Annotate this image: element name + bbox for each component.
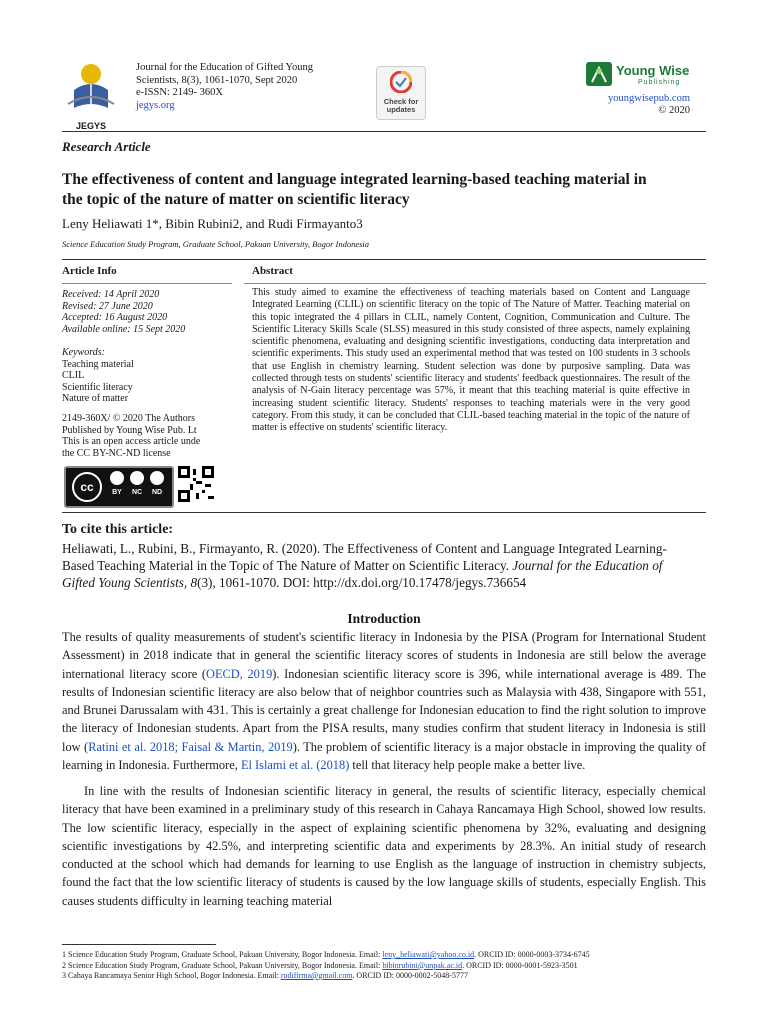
- footnote-email-link[interactable]: bibinrubini@unpak.ac.id: [382, 960, 463, 970]
- check-badge-line2: updates: [386, 105, 416, 114]
- cc-license-badge[interactable]: [64, 466, 174, 508]
- author-list: Leny Heliawati 1*, Bibin Rubini2, and Rudi Firmayanto3: [62, 216, 363, 231]
- intro-paragraph-1: [62, 628, 706, 774]
- crossmark-icon: [390, 71, 412, 93]
- jegys-logo: [62, 60, 120, 131]
- leaf-icon: [586, 62, 612, 86]
- keyword-item: Scientific literacy: [62, 381, 133, 393]
- footnote-1: 1 Science Education Study Program, Graduate School, Pakuan University, Bogor Indonesia. Email: leny_heliawati@yahoo.co.id. ORCID ID: 0000-0003-3734-6745: [62, 950, 590, 959]
- article-title: The effectiveness of content and language integrated learning-based teaching material in the topic of the nature of matter on scientific literacy: [62, 171, 647, 208]
- cc-tag-nc: NC: [131, 489, 143, 496]
- intro-text: ). The problem of scientific literacy is a major obstacle in improving the quality of learning in Indonesia. Furthermore,: [62, 739, 707, 773]
- keyword-item: Nature of matter: [62, 393, 129, 404]
- keywords-label: Keywords:: [62, 347, 105, 358]
- citation-text: [62, 540, 692, 591]
- jegys-caption: JEGYS: [75, 121, 106, 131]
- citation-journal: Journal for the Education of Gifted Young Scientists, 8: [62, 558, 663, 590]
- citation-plain: Heliawati, L., Rubini, B., Firmayanto, R. (2020). The Effectiveness of Content and Language Integrated Learning-Based Teaching Material in the Topic of The Nature of Matter on Scientific Literacy.: [62, 541, 667, 573]
- cc-tag-nd: ND: [151, 489, 163, 496]
- footnote-3: 3 Cahaya Rancamaya Senior High School, Bogor Indonesia. Email: rudifirma@gmail.com. ORCID ID: 0000-0002-5048-5777: [62, 971, 468, 980]
- license-line: 2149-360X/ © 2020 The Authors: [62, 413, 195, 424]
- owl-book-icon: [62, 60, 120, 118]
- ref-ratini-link[interactable]: Ratini et al. 2018; Faisal & Martin, 2019: [88, 739, 293, 754]
- abstract-rule: [244, 283, 706, 284]
- journal-issn: e-ISSN: 2149- 360X: [136, 87, 223, 98]
- check-for-updates-badge[interactable]: [376, 66, 426, 120]
- check-badge-line1: Check for: [383, 97, 419, 106]
- citation-doi[interactable]: (3), 1061-1070. DOI: http://dx.doi.org/10.17478/jegys.736654: [197, 575, 527, 590]
- accepted-date: Accepted: 16 August 2020: [62, 312, 168, 323]
- article-type: Research Article: [62, 139, 151, 154]
- journal-site-link[interactable]: jegys.org: [136, 99, 175, 111]
- online-date: Available online: 15 Sept 2020: [62, 323, 186, 335]
- nd-icon: [150, 471, 164, 485]
- nc-icon: [130, 471, 144, 485]
- meta-rule: [62, 259, 706, 260]
- footnote-2: 2 Science Education Study Program, Graduate School, Pakuan University, Bogor Indonesia. Email: bibinrubini@unpak.ac.id. ORCID ID: 0000-0001-5923-3501: [62, 960, 578, 970]
- header-rule: [62, 131, 706, 132]
- abstract-bottom-rule: [62, 512, 706, 513]
- journal-name-line1: Journal for the Education of Gifted Young: [136, 62, 314, 73]
- footnote-email-link[interactable]: rudifirma@gmail.com: [280, 971, 353, 980]
- intro-text: tell that literacy help people make a better live.: [349, 758, 586, 773]
- received-date: Received: 14 April 2020: [62, 289, 160, 300]
- qr-code[interactable]: [178, 466, 214, 502]
- journal-name-line2: Scientists, 8(3), 1061-1070, Sept 2020: [136, 74, 298, 86]
- license-line: Published by Young Wise Pub. Lt: [62, 424, 197, 436]
- footnotes: [62, 950, 706, 982]
- info-rule: [62, 283, 232, 284]
- keywords-block: [62, 347, 237, 405]
- cite-heading: To cite this article:: [62, 522, 174, 537]
- keyword-item: CLIL: [62, 370, 85, 381]
- publisher-url-link[interactable]: youngwisepub.com: [608, 93, 690, 104]
- footnote-email-link[interactable]: leny_heliawati@yahoo.co.id: [382, 950, 475, 959]
- introduction-heading: Introduction: [347, 611, 421, 626]
- abstract-heading: Abstract: [252, 265, 293, 277]
- article-dates: [62, 289, 237, 335]
- keyword-item: Teaching material: [62, 358, 134, 370]
- intro-paragraph-2: In line with the results of Indonesian scientific literacy in general, the results of scientific literacy, especially chemical literacy that have been examined in a preliminary study of this research in Cahaya Rancamaya High School, showed low results. The low scientific literacy, especially in the aspect of explaining scientific phenomena by 32%, evaluating and designing scientific investigations by 42.5%, and interpreting scientific data and experiments by 28.3%. An initial study of research conducted at the school which had demands for learning to use English as the language of instruction in chemistry subjects, found the fact that the low scientific literacy of students is caused by the low language skills of students, especially English. This causes students difficulty in learning teaching material: [62, 784, 706, 908]
- intro-text: The results of quality measurements of student's scientific literacy in Indonesia by the PISA (Program for International Student Assessment) in 2018 indicate that in general the scientific literacy scores of students in Indonesia are still below the average international literacy score (: [62, 630, 706, 681]
- affiliation: Science Education Study Program, Graduate School, Pakuan University, Bogor Indonesia: [62, 239, 370, 249]
- license-block: [62, 413, 237, 459]
- cc-tag-by: BY: [112, 489, 122, 496]
- intro-text: ). Indonesian scientific literacy score is 396, while international average is 489. The results of Indonesian scientific literacy are also below that of neighbor countries such as Malaysia with 438, Singapore with 551, and Brunei Darussalam with 431. This is certainly a great challenge for Indonesian education to find the right solution to improve the literacy of Indonesian students. Apart from the PISA results, many studies confirm that student literacy in Indonesia is still low (: [62, 666, 706, 754]
- cc-icon: cc: [72, 472, 102, 502]
- journal-info: [136, 62, 376, 112]
- ref-oecd-link[interactable]: OECD, 2019: [206, 666, 273, 681]
- by-icon: [110, 471, 124, 485]
- license-line: This is an open access article unde: [62, 436, 201, 447]
- publisher-logo: [586, 62, 696, 90]
- ref-elislami-link[interactable]: El Islami et al. (2018): [240, 758, 350, 773]
- abstract-text: This study aimed to examine the effectiveness of teaching materials based on Content and Language Integrated Learning (CLIL) on scientific literacy on the topic of The Nature of Matter. Teaching material on this topic integrated the 4 pillars in CLIL, namely Content, Cognition, Communication and Culture. The Scientific Literacy Skills Scale (SLSS) measured in this study consisted of three aspects, namely explaining scientific phenomena, evaluating and designing scientific investigations, conducting data interpretation and scientific experiments. This study used an experimental method that was tested on 100 students in 3 schools that use English in chemistry learning. Student selection was done by purposive sampling. Data was collected through tests on students' scientific literacy and students' feedback questionnaires. The result of the analysis of N-Gain literacy percentage was 57%, it meant that this teaching material is quite effective in increasing student scientific literacy. Students' responses to teaching materials were in the very good category. From this study, it can be concluded that CLIL-based teaching material in the topic of the nature of matter is effective on students' scientific literacy.: [252, 287, 690, 434]
- article-info-heading: Article Info: [62, 265, 117, 277]
- publisher-sub: Publishing: [638, 79, 681, 86]
- license-line: the CC BY-NC-ND license: [62, 447, 171, 459]
- publisher-name: Young Wise: [616, 63, 690, 78]
- revised-date: Revised: 27 June 2020: [62, 300, 153, 312]
- publisher-year: © 2020: [658, 105, 690, 116]
- footnote-rule: [62, 944, 216, 945]
